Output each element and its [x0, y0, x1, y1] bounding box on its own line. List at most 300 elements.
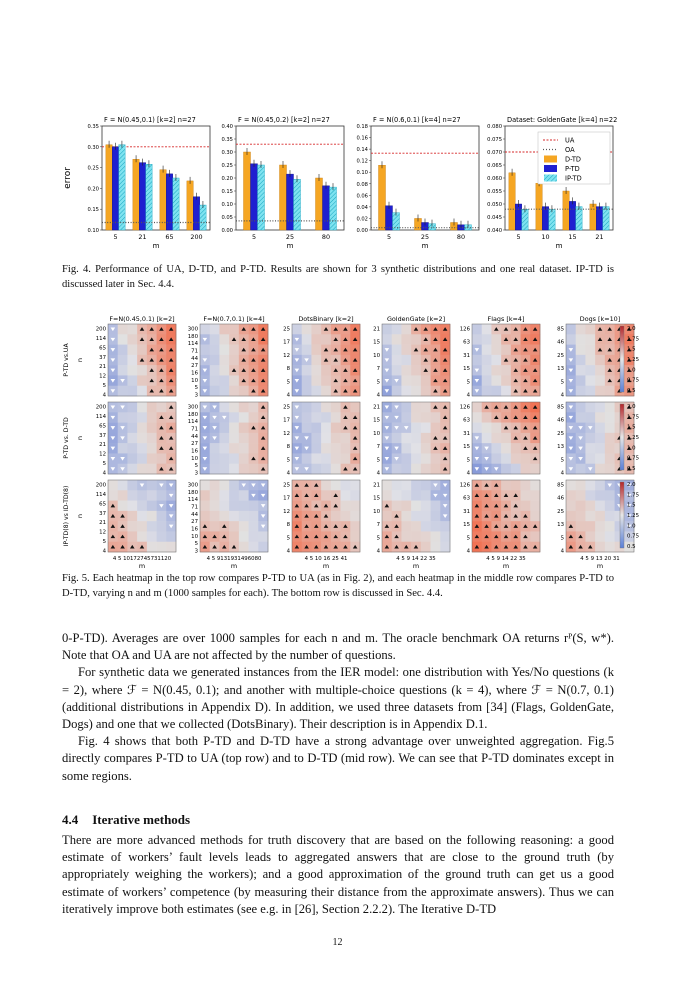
heatmap-cell [127, 423, 137, 434]
heatmap-cell [585, 521, 595, 532]
heatmap-cell [166, 542, 176, 553]
heatmap-cell [137, 423, 147, 434]
bar [133, 159, 139, 230]
y-tick-label: 0.35 [221, 137, 233, 143]
heatmap-cell [219, 433, 229, 444]
heatmap-cell [127, 521, 137, 532]
heatmap-cell [229, 423, 239, 434]
y-tick-label: 126 [459, 482, 470, 489]
heatmap-cell [401, 433, 411, 444]
heatmap-cell [210, 386, 220, 397]
heatmap-2-1 [96, 402, 177, 477]
y-tick-label: 0.15 [221, 189, 233, 195]
n-axis-label: n [76, 357, 84, 363]
heatmap-cell [321, 402, 331, 413]
heatmap-cell [321, 480, 331, 491]
heatmap-cell [382, 511, 392, 522]
y-tick-label: 4 [560, 470, 564, 477]
heatmap-cell [210, 443, 220, 454]
legend-label: D-TD [565, 155, 581, 164]
y-tick-label: 7 [376, 366, 380, 373]
heatmap-cell [210, 490, 220, 501]
heatmap-cell [585, 531, 595, 542]
y-tick-label: 0.00 [221, 228, 233, 234]
heatmap-cell [595, 521, 605, 532]
heatmap-cell [229, 324, 239, 335]
y-tick-label: 15 [463, 366, 470, 373]
heatmap-cell [431, 542, 441, 553]
y-tick-label: 0.25 [221, 163, 233, 169]
y-tick-label: 17 [283, 417, 290, 424]
figure-5-caption: Fig. 5. Each heatmap in the top row compares P-TD to UA (as in Fig. 2), and each heatmap in the middle row compares P-TD to D-TD, varying n and m (1000 samples for each). The bottom row is discussed in Sec. 4.4. [62, 573, 614, 599]
heatmap-cell [440, 542, 450, 553]
bar [590, 204, 596, 230]
heatmap-cell [311, 365, 321, 376]
heatmap-cell [210, 334, 220, 345]
heatmap-cell [229, 345, 239, 356]
x-axis-label: m [152, 242, 160, 250]
heatmap-cell [401, 521, 411, 532]
y-tick-label: 0.04 [356, 204, 368, 211]
y-tick-label: 12 [99, 373, 106, 380]
bar [563, 191, 569, 230]
heatmap-cell [605, 402, 615, 413]
heatmap-cell [127, 324, 137, 335]
m-axis-label: m [412, 562, 420, 570]
x-tick-label: 5 [251, 233, 257, 241]
heatmap-cell [411, 334, 421, 345]
heatmap-cell [292, 324, 302, 335]
heatmap-cell [331, 443, 341, 454]
x-tick-label: 5 [113, 233, 118, 241]
y-tick-label: 46 [557, 495, 564, 502]
y-tick-label: 4 [102, 392, 106, 399]
heatmap-cell [147, 443, 157, 454]
heatmap-cell [530, 511, 540, 522]
y-tick-label: 21 [99, 520, 106, 527]
bar [316, 178, 323, 230]
heatmap-cell [229, 480, 239, 491]
y-tick-label: 31 [463, 352, 470, 359]
y-tick-label: 25 [557, 352, 564, 359]
heatmap-cell [491, 365, 501, 376]
y-tick-label: 0.05 [221, 215, 233, 221]
n-axis-label: n [76, 435, 84, 441]
heatmap-cell [585, 365, 595, 376]
colorbar-tick-label: 1.25 [627, 513, 640, 519]
colorbar-tick-label: 1.75 [627, 336, 640, 343]
heatmap-cell [137, 365, 147, 376]
heatmap-cell [127, 386, 137, 397]
heatmap-cell [127, 511, 137, 522]
heatmap-cell [210, 324, 220, 335]
heatmap-cell [229, 375, 239, 386]
heatmap-cell [576, 375, 586, 386]
heatmap-cell [137, 453, 147, 464]
y-tick-label: 4 [466, 392, 470, 399]
heatmap-cell [219, 490, 229, 501]
heatmap-cell [127, 402, 137, 413]
heatmap-cell [401, 412, 411, 423]
y-tick-label: 10 [191, 455, 198, 462]
heatmap-cell [392, 501, 402, 512]
legend-label: IP-TD [565, 174, 582, 183]
heatmap-cell [421, 480, 431, 491]
legend-label: P-TD [565, 165, 580, 173]
heatmap-cell [229, 464, 239, 475]
y-tick-label: 63 [463, 339, 470, 346]
y-tick-label: 44 [191, 355, 198, 362]
heatmap-cell [501, 480, 511, 491]
heatmap-cell [566, 501, 576, 512]
x-tick-label: 25 [285, 233, 295, 241]
heatmap-cell [595, 433, 605, 444]
heatmap-cell [421, 423, 431, 434]
heatmap-cell [431, 412, 441, 423]
heatmap-cell [229, 521, 239, 532]
y-tick-label: 126 [459, 404, 470, 411]
y-tick-label: 71 [191, 504, 198, 511]
heatmap-cell [200, 490, 210, 501]
colorbar-tick-label: 1.5 [627, 424, 636, 431]
y-tick-label: 200 [95, 326, 106, 333]
heatmap-cell [311, 345, 321, 356]
colorbar-tick-label: 2.0 [627, 482, 636, 488]
y-tick-label: 46 [557, 417, 564, 424]
heatmap-cell [127, 412, 137, 423]
heatmap-cell [411, 365, 421, 376]
heatmap-cell [239, 412, 249, 423]
heatmap-cell [157, 511, 167, 522]
heatmap-cell [511, 464, 521, 475]
bar [160, 170, 166, 230]
heatmap-cell [311, 443, 321, 454]
heatmap-cell [511, 443, 521, 454]
heatmap-cell [411, 521, 421, 532]
heatmap-cell [302, 386, 312, 397]
heatmap-cell [229, 531, 239, 542]
heatmap-cell [585, 334, 595, 345]
y-tick-label: 4 [102, 548, 106, 555]
heatmap-cell [585, 412, 595, 423]
heatmap-cell [137, 443, 147, 454]
y-tick-label: 37 [99, 432, 106, 439]
heatmap-cell [491, 433, 501, 444]
heatmap-cell [595, 453, 605, 464]
heatmap-cell [421, 375, 431, 386]
heatmap-cell [210, 345, 220, 356]
heatmap-cell [501, 345, 511, 356]
heatmap-cell [401, 355, 411, 366]
bar [166, 174, 172, 230]
heatmap-cell [258, 531, 268, 542]
y-tick-label: 0.15 [87, 207, 99, 214]
heatmap-cell [605, 501, 615, 512]
heatmap-cell [482, 345, 492, 356]
colorbar-strip [620, 482, 624, 548]
heatmap-cell [585, 355, 595, 366]
heatmap-3-4 [373, 480, 450, 555]
heatmap-cell [431, 453, 441, 464]
x-tick-labels: 4 5 9 14 22 35 [396, 556, 436, 562]
heatmap-cell [239, 464, 249, 475]
heatmap-cell [229, 511, 239, 522]
heatmap-cell [605, 423, 615, 434]
y-tick-label: 16 [191, 448, 198, 455]
heatmap-cell [127, 345, 137, 356]
heatmap-cell [321, 490, 331, 501]
heatmap-cell [392, 480, 402, 491]
heatmap-cell [331, 423, 341, 434]
heatmap-cell [576, 490, 586, 501]
heatmap-cell [431, 501, 441, 512]
heatmap-cell [147, 511, 157, 522]
heatmap-cell [401, 365, 411, 376]
heatmap-cell [501, 464, 511, 475]
heatmap-cell [249, 521, 259, 532]
colorbar-tick-label: 1.25 [627, 435, 640, 441]
y-tick-label: 5 [194, 385, 198, 392]
y-tick-label: 71 [191, 348, 198, 355]
heatmap-cell [595, 365, 605, 376]
heatmap-cell [341, 433, 351, 444]
y-tick-label: 5 [102, 539, 106, 546]
heatmap-cell [239, 423, 249, 434]
colorbar-tick-label: 1.75 [627, 414, 640, 421]
heatmap-cell [576, 501, 586, 512]
heatmap-cell [421, 402, 431, 413]
colorbar-tick-label: 0.5 [627, 388, 636, 394]
heatmap-cell [595, 355, 605, 366]
heatmap-2-3 [283, 402, 360, 477]
heatmap-cell [127, 355, 137, 366]
bar [549, 209, 555, 230]
y-tick-label: 0.040 [487, 228, 502, 234]
heatmap-2-2 [188, 402, 269, 477]
heatmap-cell [157, 521, 167, 532]
y-tick-label: 44 [191, 511, 198, 518]
figure-5-heatmaps [60, 312, 640, 570]
section-title: Iterative methods [92, 812, 191, 827]
heatmap-cell [585, 480, 595, 491]
heatmap-cell [595, 531, 605, 542]
heatmap-cell [341, 453, 351, 464]
y-tick-label: 46 [557, 339, 564, 346]
heatmap-cell [311, 375, 321, 386]
heatmap-cell [472, 355, 482, 366]
heatmap-cell [576, 511, 586, 522]
y-tick-label: 25 [283, 404, 290, 411]
fig4-ylabel: error [63, 167, 73, 189]
heatmap-cell [302, 345, 312, 356]
heatmap-cell [258, 542, 268, 553]
y-tick-label: 8 [286, 522, 290, 529]
heatmap-cell [491, 423, 501, 434]
heatmap-cell [491, 334, 501, 345]
heatmap-cell [401, 511, 411, 522]
col-title: Dogs [k=10] [579, 315, 621, 323]
bar [200, 205, 206, 230]
heatmap-cell [482, 365, 492, 376]
row-label: P-TD vs. D-TD [63, 417, 70, 459]
heatmap-cell [219, 355, 229, 366]
heatmap-cell [219, 365, 229, 376]
heatmap-cell [147, 480, 157, 491]
y-tick-label: 16 [191, 370, 198, 377]
heatmap-cell [566, 334, 576, 345]
heatmap-cell [401, 453, 411, 464]
bar [330, 187, 337, 230]
heatmap-cell [219, 423, 229, 434]
heatmap-cell [302, 453, 312, 464]
legend-label: OA [565, 146, 575, 154]
heatmap-cell [137, 531, 147, 542]
y-tick-label: 5 [194, 541, 198, 548]
heatmap-cell [118, 345, 128, 356]
y-tick-label: 37 [99, 354, 106, 361]
y-tick-label: 0.30 [221, 150, 233, 156]
heatmap-cell [576, 402, 586, 413]
heatmap-cell [350, 521, 360, 532]
y-tick-label: 7 [376, 522, 380, 529]
bar [258, 165, 265, 230]
heatmap-cell [605, 433, 615, 444]
heatmap-cell [200, 345, 210, 356]
y-tick-label: 12 [99, 529, 106, 536]
heatmap-cell [595, 386, 605, 397]
y-tick-label: 300 [187, 404, 198, 411]
y-tick-label: 65 [99, 501, 106, 508]
heatmap-cell [595, 402, 605, 413]
heatmap-cell [321, 464, 331, 475]
heatmap-cell [491, 375, 501, 386]
heatmap-cell [239, 531, 249, 542]
heatmap-cell [200, 511, 210, 522]
y-tick-label: 0.30 [87, 144, 99, 151]
heatmap-cell [491, 345, 501, 356]
fig4-panel-2 [221, 116, 344, 250]
heatmap-cell [210, 464, 220, 475]
y-tick-label: 4 [286, 548, 290, 555]
col-title: DotsBinary [k=2] [298, 315, 354, 323]
heatmap-cell [200, 324, 210, 335]
heatmap-cell [229, 386, 239, 397]
heatmap-cell [521, 480, 531, 491]
heatmap-cell [482, 355, 492, 366]
y-tick-label: 15 [463, 444, 470, 451]
x-tick-label: 80 [321, 233, 331, 241]
heatmap-cell [137, 402, 147, 413]
heatmap-cell [249, 511, 259, 522]
y-tick-label: 0.08 [356, 181, 368, 188]
col-title: F=N(0.45,0.1) [k=2] [109, 315, 175, 323]
y-tick-label: 200 [95, 482, 106, 489]
y-tick-label: 0.075 [487, 137, 502, 143]
heatmap-cell [219, 386, 229, 397]
heatmap-cell [421, 511, 431, 522]
y-tick-label: 5 [560, 379, 564, 386]
heatmap-cell [595, 464, 605, 475]
y-tick-label: 5 [286, 457, 290, 464]
heatmap-cell [127, 365, 137, 376]
heatmap-1-4 [373, 324, 450, 399]
heatmap-cell [311, 355, 321, 366]
m-axis-label: m [596, 562, 604, 570]
colorbar-tick-label: 1.25 [627, 357, 640, 363]
heatmap-cell [431, 464, 441, 475]
heatmap-cell [229, 443, 239, 454]
heatmap-1-2 [188, 324, 269, 399]
heatmap-cell [576, 365, 586, 376]
y-tick-label: 85 [557, 326, 564, 333]
heatmap-cell [501, 443, 511, 454]
heatmap-cell [118, 480, 128, 491]
heatmap-cell [321, 334, 331, 345]
heatmap-3-3 [283, 480, 360, 555]
m-axis-label: m [502, 562, 510, 570]
heatmap-cell [501, 386, 511, 397]
heatmap-cell [331, 464, 341, 475]
heatmap-cell [321, 386, 331, 397]
y-tick-label: 13 [557, 522, 564, 529]
bar [542, 207, 548, 230]
heatmap-cell [421, 490, 431, 501]
y-tick-label: 15 [463, 522, 470, 529]
y-tick-label: 3 [194, 470, 198, 477]
y-tick-label: 12 [283, 352, 290, 359]
heatmap-cell [566, 490, 576, 501]
heatmap-cell [411, 423, 421, 434]
colorbar-strip [620, 404, 624, 470]
heatmap-cell [392, 355, 402, 366]
figure-4-bar-charts [60, 112, 620, 252]
heatmap-cell [219, 443, 229, 454]
y-tick-label: 5 [560, 457, 564, 464]
heatmap-cell [157, 402, 167, 413]
heatmap-cell [411, 453, 421, 464]
heatmap-cell [482, 324, 492, 335]
x-tick-label: 10 [541, 233, 550, 241]
y-tick-label: 180 [187, 333, 198, 340]
heatmap-cell [350, 402, 360, 413]
y-tick-label: 12 [283, 508, 290, 515]
heatmap-cell [311, 334, 321, 345]
heatmap-cell [576, 464, 586, 475]
heatmap-cell [331, 511, 341, 522]
y-tick-label: 85 [557, 404, 564, 411]
bar [386, 206, 393, 230]
heatmap-cell [440, 531, 450, 542]
y-tick-label: 4 [286, 392, 290, 399]
heatmap-cell [605, 542, 615, 553]
y-tick-label: 10 [373, 508, 380, 515]
heatmap-cell [210, 501, 220, 512]
x-tick-label: 21 [595, 233, 604, 241]
y-tick-label: 65 [99, 423, 106, 430]
heatmap-cell [421, 521, 431, 532]
heatmap-cell [576, 521, 586, 532]
y-tick-label: 21 [373, 326, 380, 333]
heatmap-cell [229, 490, 239, 501]
heatmap-cell [321, 375, 331, 386]
heatmap-cell [239, 402, 249, 413]
m-axis-label: m [322, 562, 330, 570]
heatmap-cell [321, 443, 331, 454]
heatmap-cell [147, 453, 157, 464]
heatmap-cell [382, 324, 392, 335]
panel-title: F = N(0.45,0.2) [k=2] n=27 [238, 116, 330, 124]
heatmap-cell [585, 511, 595, 522]
